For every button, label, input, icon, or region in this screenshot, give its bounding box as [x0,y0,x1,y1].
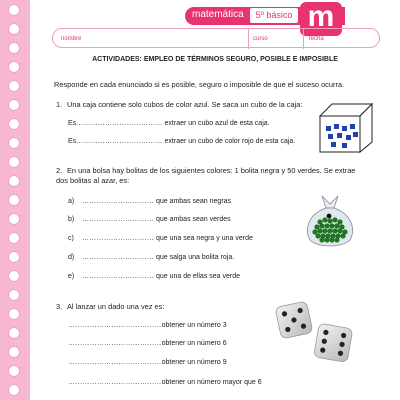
strip-holes [6,4,22,400]
question-text: Una caja contiene solo cubos de color azul. Se saca un cubo de la caja: [67,100,303,109]
strip-hole [8,61,20,73]
option-label: a) [68,198,75,205]
line-text: obtener un número 6 [161,340,227,347]
grade-label: 5º básico [250,8,298,23]
subject-label: matemática [192,9,244,20]
strip-hole [8,118,20,130]
blank-dots[interactable]: ………………………… [82,216,154,223]
line-text: que una de ellas sea verde [154,273,241,280]
strip-hole [8,289,20,301]
option-label: e) [68,273,75,280]
bag-of-marbles-icon [300,192,360,248]
line-text: obtener un número 3 [161,322,227,329]
answer-line [68,379,262,386]
strip-hole [8,194,20,206]
line-text: que ambas sean negras [154,198,232,205]
line-prefix: Es [68,138,77,145]
answer-line [68,322,227,329]
strip-hole [8,384,20,396]
answer-line [68,254,234,261]
line-text: que ambas sean verdes [154,216,231,223]
strip-hole [8,365,20,377]
answer-line [68,359,227,366]
line-text: que una sea negra y una verde [154,235,253,242]
strip-hole [8,4,20,16]
date-field-label: fecha [309,36,324,42]
line-text: obtener un número mayor que 6 [161,379,262,386]
option-label: b) [68,216,75,223]
strip-hole [8,80,20,92]
strip-hole [8,346,20,358]
divider [303,29,304,49]
question-text: Al lanzar un dado una vez es: [67,302,165,311]
blank-dots[interactable]: ……………………………… [76,120,163,127]
question-1 [56,100,316,109]
question-number: 2. [56,166,63,175]
answer-line [68,198,231,205]
option-label: c) [68,235,74,242]
strip-hole [8,251,20,263]
strip-hole [8,270,20,282]
blank-dots[interactable]: ………………………… [82,198,154,205]
blank-dots[interactable]: ………………………………… [68,322,162,329]
worksheet-title: ACTIVIDADES: EMPLEO DE TÉRMINOS SEGURO, POSIBLE E IMPOSIBLE [92,56,338,63]
blank-dots[interactable]: ………………………………… [68,379,162,386]
strip-hole [8,156,20,168]
blank-dots[interactable]: ………………………………… [68,340,162,347]
strip-hole [8,99,20,111]
answer-line [68,120,270,127]
strip-hole [8,308,20,320]
strip-hole [8,213,20,225]
blank-dots[interactable]: ………………………… [82,235,154,242]
box-of-blue-cubes-icon [318,102,374,154]
divider [248,29,249,49]
blank-dots[interactable]: ……………………………… [76,138,163,145]
blank-dots[interactable]: ………………………… [82,254,154,261]
line-prefix: Es [68,120,77,127]
name-field-label: nombre [61,36,82,42]
line-text: extraer un cubo azul de esta caja. [162,120,270,127]
strip-hole [8,175,20,187]
strip-hole [8,327,20,339]
course-field-label: curso [253,36,268,42]
student-info-box [52,28,380,48]
answer-line [68,273,240,280]
question-2 [56,166,366,186]
answer-line [68,216,231,223]
blank-dots[interactable]: ………………………………… [68,359,162,366]
instruction-text: Responde en cada enunciado si es posible, seguro o imposible de que el suceso ocurra. [54,80,345,89]
question-number: 3. [56,302,63,311]
blank-dots[interactable]: ………………………… [82,273,154,280]
strip-hole [8,42,20,54]
line-text: extraer un cubo de color rojo de esta caja. [162,138,296,145]
question-3 [56,302,164,311]
question-text: En una bolsa hay bolitas de los siguientes colores: 1 bolita negra y 50 verdes. Se extrae dos bolitas al azar, es: [56,166,356,185]
perforated-side-strip [0,0,30,400]
answer-line [68,340,227,347]
line-text: obtener un número 9 [161,359,227,366]
answer-line [68,235,253,242]
strip-hole [8,137,20,149]
answer-line [68,138,295,145]
logo-m-icon: m [300,2,342,36]
strip-hole [8,232,20,244]
line-text: que salga una bolita roja. [154,254,235,261]
dice-icon [272,298,358,368]
option-label: d) [68,254,75,261]
strip-hole [8,23,20,35]
question-number: 1. [56,100,63,109]
